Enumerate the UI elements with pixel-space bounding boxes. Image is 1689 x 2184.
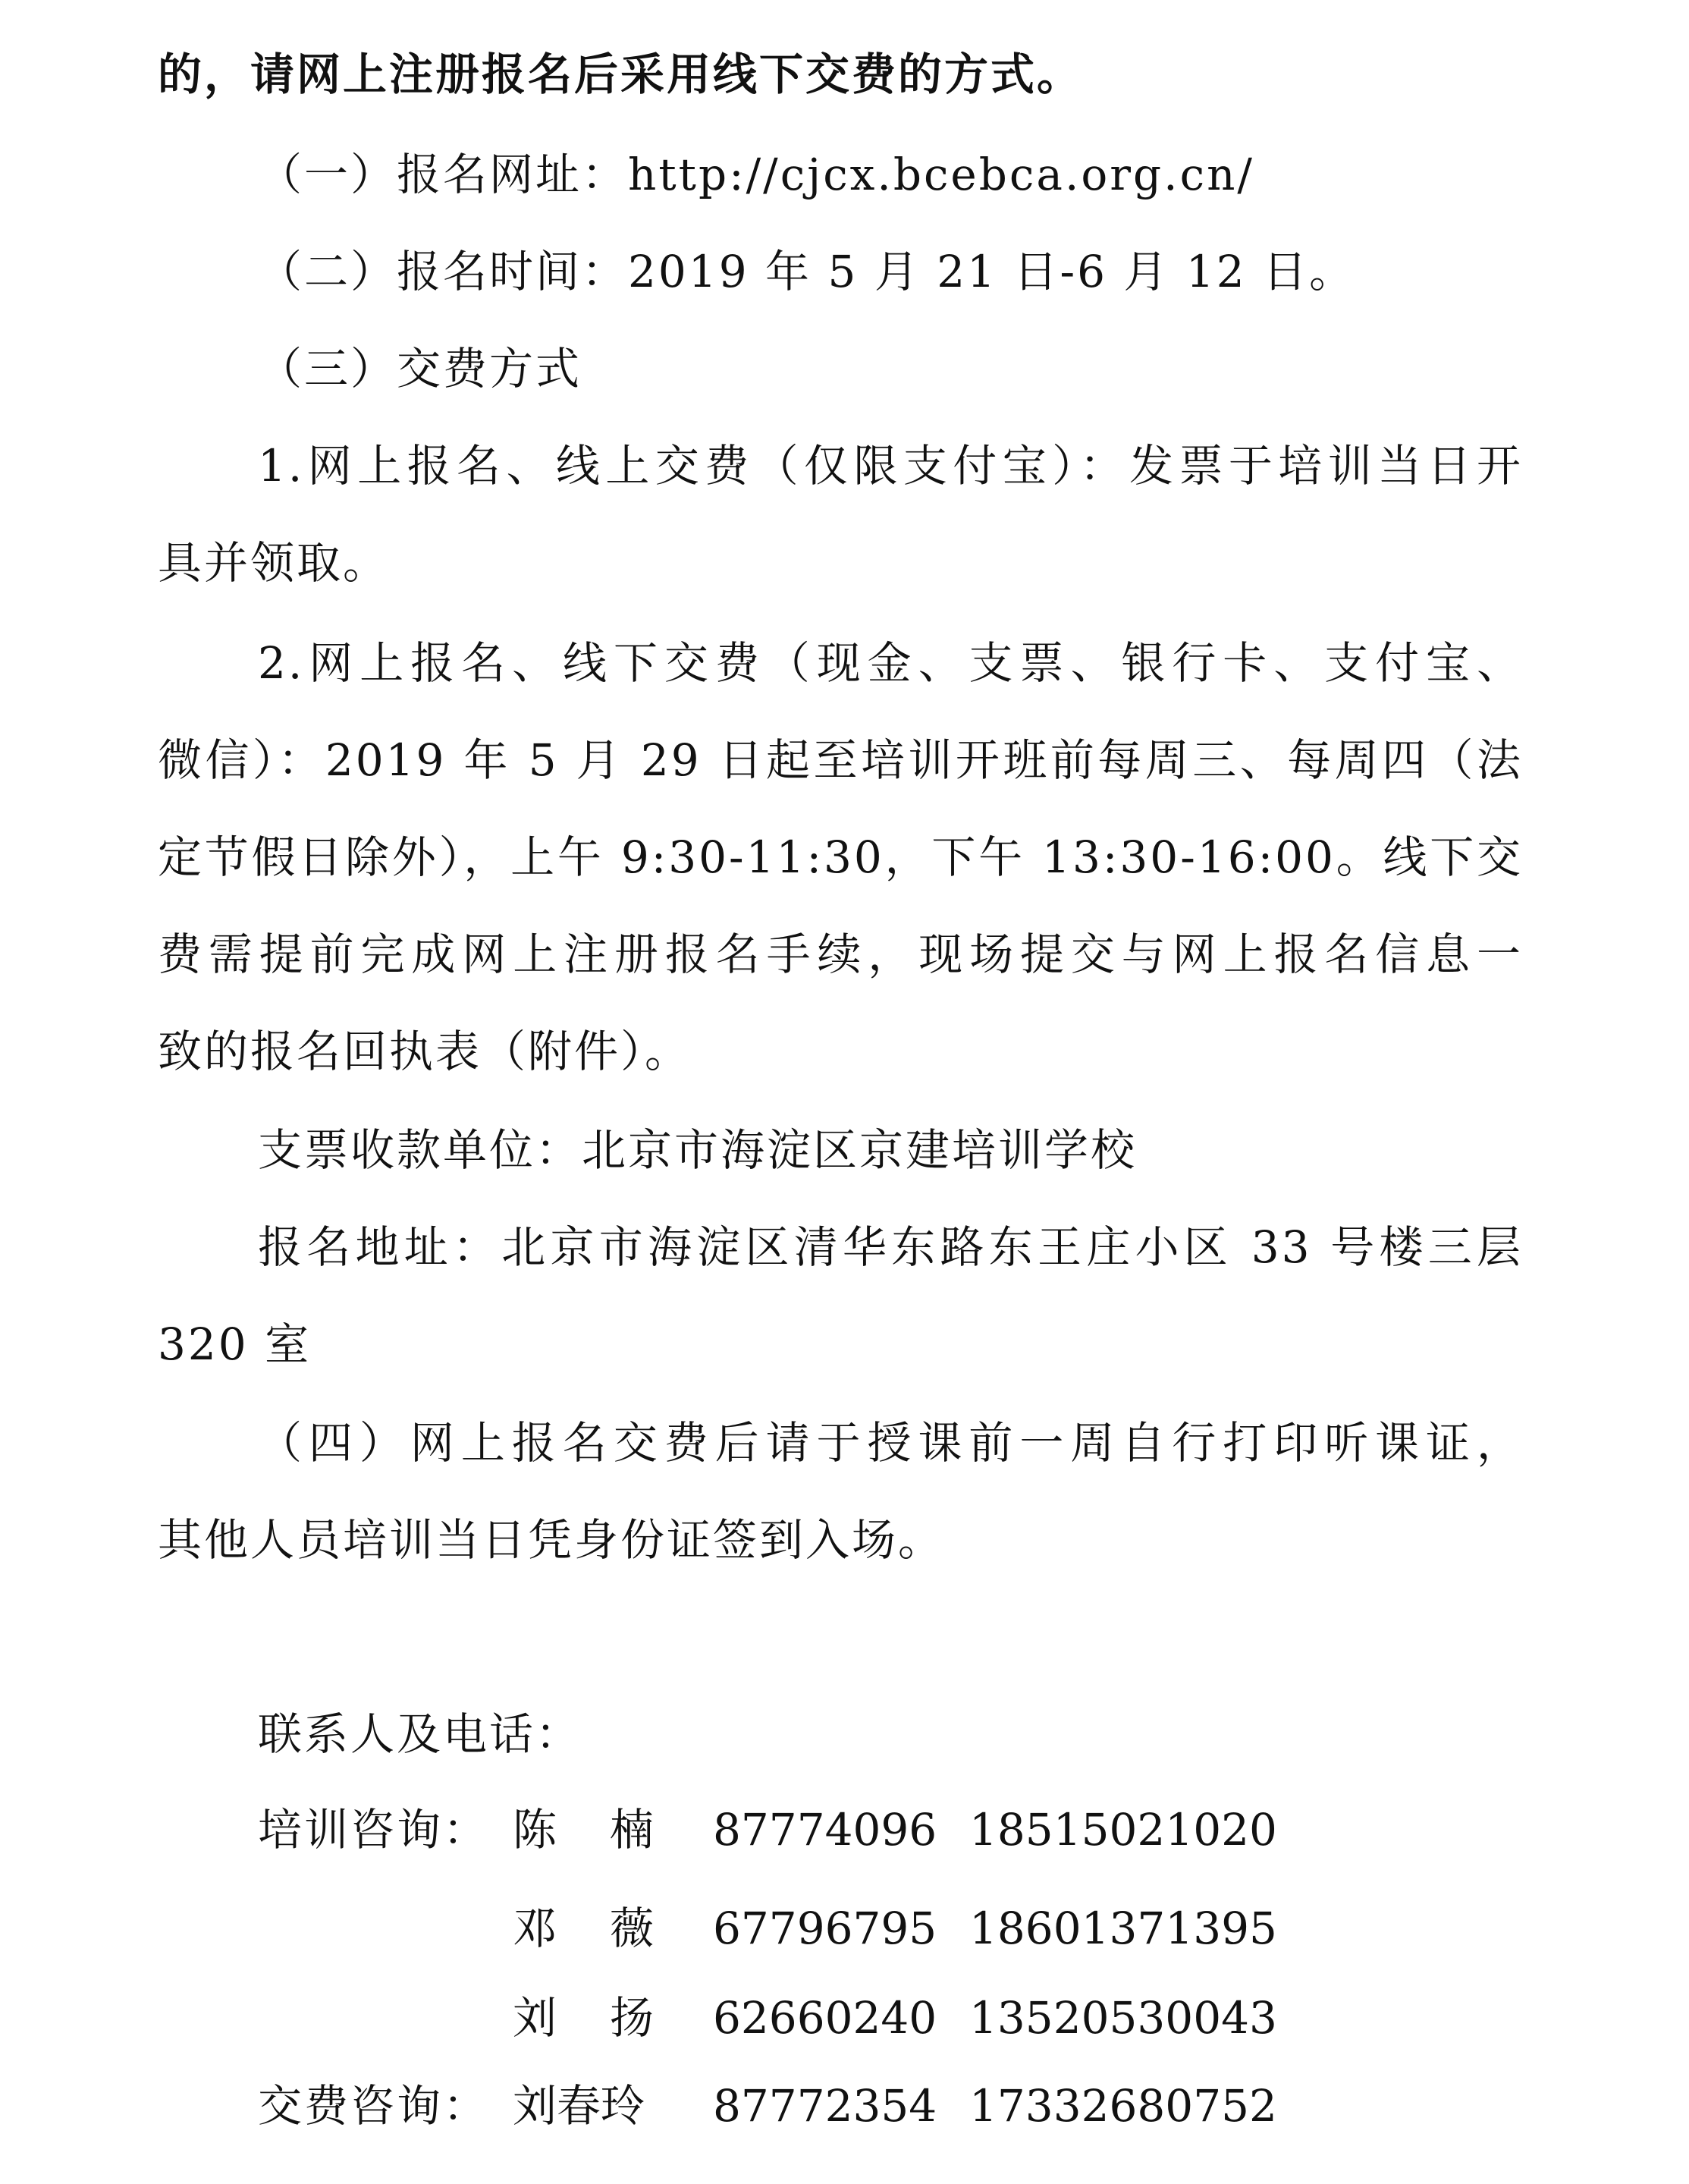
contact-mobile: 18515021020 <box>969 1804 1277 1856</box>
training-consult-label: 培训咨询： <box>258 1804 490 1856</box>
registration-url: （一）报名网址：http://cjcx.bcebca.org.cn/ <box>258 149 1254 200</box>
contact-row <box>0 1898 1689 1959</box>
contact-name: 刘春玲 <box>513 2080 645 2132</box>
registration-address-line-2: 320 室 <box>158 1318 312 1370</box>
contact-tel: 87774096 <box>713 1804 937 1856</box>
contact-name: 陈楠 <box>513 1804 708 1856</box>
contact-row <box>0 1988 1689 2048</box>
payment-consult-label: 交费咨询： <box>258 2080 490 2132</box>
online-payment-line-2: 具并领取。 <box>158 537 390 589</box>
check-payee: 支票收款单位：北京市海淀区京建培训学校 <box>258 1124 1138 1176</box>
pass-notice-line-2: 其他人员培训当日凭身份证签到入场。 <box>158 1514 945 1566</box>
contact-name: 邓薇 <box>513 1903 708 1954</box>
pass-notice-line-1: （四）网上报名交费后请于授课前一周自行打印听课证， <box>258 1417 1523 1469</box>
registration-address-line-1: 报名地址：北京市海淀区清华东路东王庄小区 33 号楼三层 <box>258 1221 1523 1273</box>
offline-payment-line-1: 2.网上报名、线下交费（现金、支票、银行卡、支付宝、 <box>258 637 1523 689</box>
offline-payment-line-3: 定节假日除外），上午 9:30-11:30，下午 13:30-16:00。线下交 <box>158 831 1523 883</box>
registration-time: （二）报名时间：2019 年 5 月 21 日-6 月 12 日。 <box>258 246 1356 297</box>
contact-mobile: 18601371395 <box>969 1903 1277 1954</box>
offline-payment-line-4: 费需提前完成网上注册报名手续，现场提交与网上报名信息一 <box>158 929 1523 980</box>
contact-row <box>0 2076 1689 2136</box>
payment-heading: （三）交费方式 <box>258 343 582 394</box>
contact-tel: 67796795 <box>713 1903 937 1954</box>
contact-name: 刘扬 <box>513 1992 708 2044</box>
offline-payment-line-2: 微信）：2019 年 5 月 29 日起至培训开班前每周三、每周四（法 <box>158 734 1523 786</box>
contact-tel: 87772354 <box>713 2080 937 2132</box>
contact-tel: 62660240 <box>713 1992 937 2044</box>
contact-row <box>0 1799 1689 1860</box>
intro-tail-text: 的，请网上注册报名后采用线下交费的方式。 <box>158 49 1084 100</box>
offline-payment-line-5: 致的报名回执表（附件）。 <box>158 1026 692 1077</box>
contact-mobile: 13520530043 <box>969 1992 1277 2044</box>
contact-mobile: 17332680752 <box>969 2080 1277 2132</box>
contacts-heading: 联系人及电话： <box>258 1708 582 1760</box>
online-payment-line-1: 1.网上报名、线上交费（仅限支付宝）：发票于培训当日开 <box>258 440 1523 492</box>
